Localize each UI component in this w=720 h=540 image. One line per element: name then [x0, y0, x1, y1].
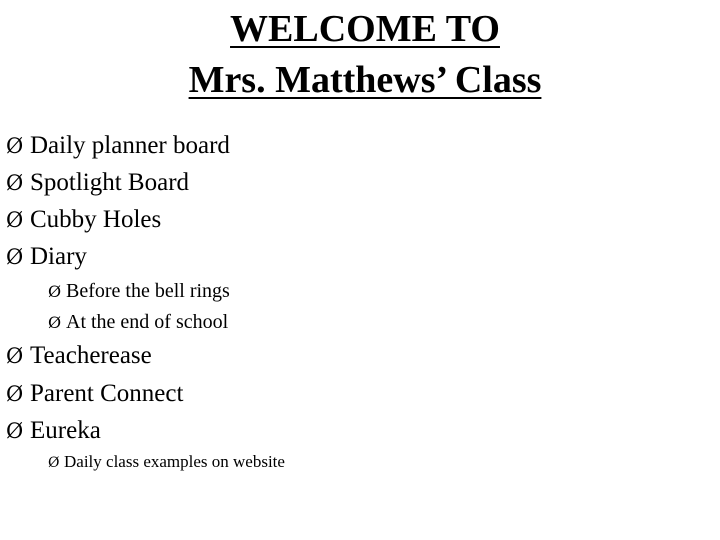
- arrow-bullet-icon: Ø: [6, 208, 24, 232]
- list-item-text: Daily planner board: [30, 132, 230, 159]
- title-line-1: WELCOME TO: [230, 8, 500, 50]
- list-item: [6, 131, 230, 161]
- list-item-text: Eureka: [30, 417, 101, 444]
- list-item-text: Cubby Holes: [30, 206, 162, 233]
- arrow-bullet-icon: Ø: [6, 134, 24, 158]
- list-item: [6, 341, 152, 371]
- sub-list-item: [48, 451, 285, 474]
- title-line-2: Mrs. Matthews’ Class: [188, 59, 542, 101]
- list-item: [6, 416, 101, 446]
- arrow-bullet-icon: Ø: [6, 344, 24, 368]
- sub-list-item-text: Daily class examples on website: [64, 452, 285, 471]
- list-item-text: Parent Connect: [30, 380, 184, 407]
- list-item: [6, 168, 189, 198]
- sub-list-item-text: At the end of school: [66, 311, 229, 333]
- list-item-text: Diary: [30, 243, 87, 270]
- list-item: [6, 379, 183, 409]
- list-item-text: Teacherease: [30, 342, 152, 369]
- sub-list-item-text: Before the bell rings: [66, 280, 230, 302]
- arrow-bullet-icon: Ø: [6, 245, 24, 269]
- arrow-bullet-icon: Ø: [6, 171, 24, 195]
- sub-list-item: [48, 279, 230, 304]
- arrow-bullet-icon: Ø: [6, 382, 24, 406]
- slide-title: [0, 4, 720, 106]
- list-item-text: Spotlight Board: [30, 169, 190, 196]
- arrow-bullet-icon: Ø: [48, 313, 62, 332]
- list-item: [6, 242, 87, 272]
- arrow-bullet-icon: Ø: [48, 282, 62, 301]
- arrow-bullet-icon: Ø: [6, 419, 24, 443]
- sub-list-item: [48, 310, 228, 335]
- arrow-bullet-icon: Ø: [48, 455, 60, 471]
- list-item: [6, 205, 161, 235]
